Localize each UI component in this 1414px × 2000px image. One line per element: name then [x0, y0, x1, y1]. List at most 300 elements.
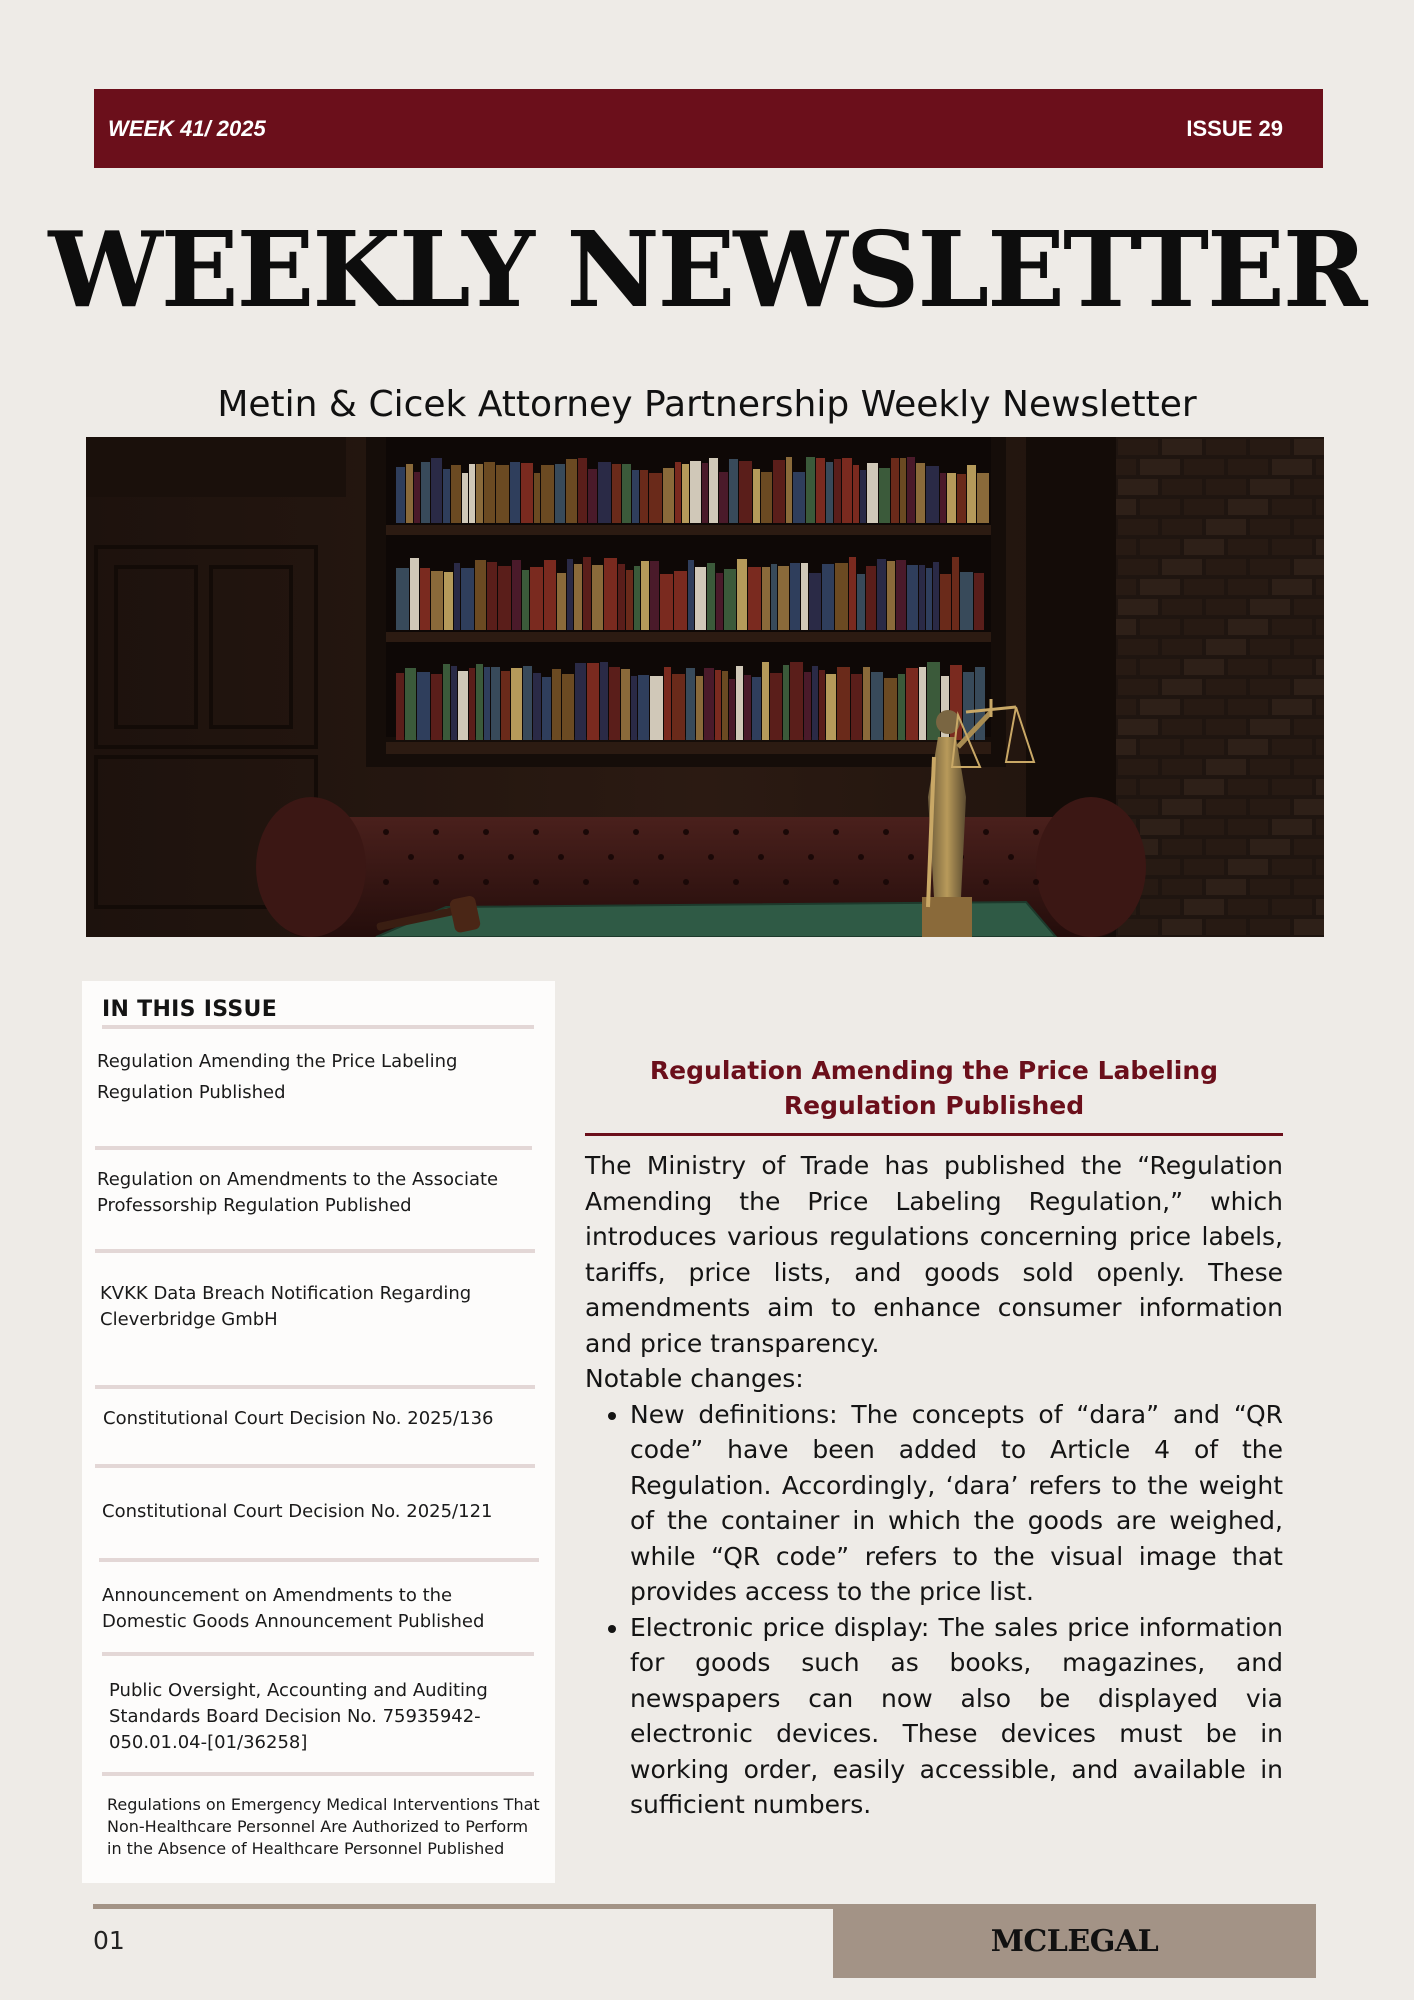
- in-this-issue-panel: [82, 981, 555, 1883]
- book-spine: [672, 674, 685, 740]
- brick: [1140, 499, 1180, 515]
- brick: [1206, 799, 1246, 815]
- brick: [1294, 479, 1324, 495]
- brick: [1162, 479, 1202, 495]
- book-spine: [773, 460, 785, 523]
- sofa-tuft: [408, 854, 414, 860]
- book-spine: [790, 662, 803, 740]
- hero-image: [86, 437, 1324, 937]
- brick: [1118, 559, 1158, 575]
- sofa-tuft: [733, 879, 739, 885]
- book-spine: [762, 567, 770, 630]
- brick: [1294, 719, 1324, 735]
- sofa-tuft: [683, 879, 689, 885]
- book-spine: [498, 566, 511, 630]
- brick: [1206, 599, 1246, 615]
- book-spine: [674, 571, 687, 630]
- sofa-tuft: [533, 829, 539, 835]
- brick: [1118, 679, 1158, 695]
- book-spine: [421, 462, 430, 523]
- book-spine: [819, 670, 825, 740]
- brick: [1294, 639, 1324, 655]
- book-spine: [771, 564, 777, 630]
- book-spine: [534, 473, 540, 523]
- book-spine: [587, 663, 599, 740]
- book-spine: [501, 671, 510, 740]
- book-spine: [715, 670, 721, 740]
- sofa-tuft: [683, 829, 689, 835]
- book-spine: [618, 564, 625, 630]
- sofa-tuft: [458, 854, 464, 860]
- brand-logo: MCLEGAL: [990, 1923, 1159, 1959]
- book-spine: [567, 559, 573, 630]
- brick: [1294, 559, 1324, 575]
- book-spine: [842, 458, 852, 523]
- brick: [1272, 619, 1312, 635]
- sofa-tuft: [483, 829, 489, 835]
- book-spine: [835, 563, 848, 630]
- book-spine: [793, 472, 805, 523]
- brick: [1228, 499, 1268, 515]
- sofa-tuft: [808, 854, 814, 860]
- book-spine: [533, 673, 541, 740]
- brick: [1140, 819, 1180, 835]
- toc-item[interactable]: Regulation on Amendments to the Associate Professorship Regulation Published: [97, 1169, 499, 1216]
- brick: [1228, 859, 1268, 875]
- article-intro: The Ministry of Trade has published the “Regulation Amending the Price Labeling Regulation,” which introduces various regulations concerning price labels, tariffs, price lists, and goods sold openly. These amendments aim to enhance consumer information and price transparency.: [585, 1151, 1283, 1358]
- book-spine: [688, 560, 694, 630]
- book-spine: [487, 562, 497, 630]
- toc-item[interactable]: Constitutional Court Decision No. 2025/136: [103, 1408, 494, 1429]
- brick: [1228, 819, 1268, 835]
- article-title: Regulation Amending the Price Labeling Regulation Published: [585, 1053, 1283, 1136]
- book-spine: [952, 557, 959, 630]
- book-spine: [410, 558, 419, 630]
- book-spine: [722, 671, 728, 740]
- toc-item[interactable]: Constitutional Court Decision No. 2025/121: [102, 1501, 493, 1522]
- book-spine: [762, 662, 769, 740]
- article-notable-heading: Notable changes:: [585, 1364, 804, 1393]
- book-spine: [557, 573, 566, 630]
- book-spine: [849, 557, 856, 630]
- book-spine: [752, 677, 761, 740]
- toc-item[interactable]: Announcement on Amendments to the Domestic Goods Announcement Published: [102, 1585, 485, 1632]
- sofa-tuft: [433, 879, 439, 885]
- bookshelf-icon: [366, 437, 1006, 767]
- brick: [1272, 539, 1312, 555]
- sofa-tuft: [558, 854, 564, 860]
- sofa-tuft: [733, 829, 739, 835]
- sofa-tuft: [783, 879, 789, 885]
- brick: [1228, 779, 1268, 795]
- book-spine: [739, 461, 752, 523]
- brick: [1162, 839, 1202, 855]
- book-spine: [634, 566, 640, 630]
- book-spine: [600, 662, 608, 740]
- book-spine: [420, 568, 430, 630]
- sofa-tuft: [508, 854, 514, 860]
- book-spine: [521, 463, 533, 523]
- brick: [1250, 879, 1290, 895]
- book-spine: [896, 560, 906, 630]
- toc-divider: [99, 1558, 539, 1562]
- brick: [1162, 919, 1202, 935]
- book-spine: [853, 465, 859, 523]
- book-spine: [744, 675, 751, 740]
- book-spine: [592, 565, 603, 630]
- brick: [1294, 759, 1324, 775]
- brick: [1250, 679, 1290, 695]
- book-spine: [622, 464, 631, 523]
- brick: [1162, 879, 1202, 895]
- brick: [1316, 459, 1324, 475]
- brick: [1294, 919, 1324, 935]
- brick: [1206, 639, 1246, 655]
- book-spine: [926, 568, 932, 630]
- sofa-tuft: [533, 879, 539, 885]
- book-spine: [801, 563, 808, 630]
- book-spine: [783, 665, 789, 740]
- brick: [1228, 619, 1268, 635]
- book-spine: [709, 458, 718, 523]
- brick: [1250, 519, 1290, 535]
- book-spine: [575, 663, 586, 740]
- toc-divider: [102, 1772, 534, 1776]
- brick: [1162, 599, 1202, 615]
- brick: [1316, 619, 1324, 635]
- book-spine: [879, 468, 890, 523]
- sofa-tuft: [383, 879, 389, 885]
- brick: [1228, 459, 1268, 475]
- brick: [1162, 799, 1202, 815]
- sofa-tuft: [583, 879, 589, 885]
- book-spine: [940, 473, 946, 523]
- book-spine: [574, 564, 582, 630]
- article-bullet: • New definitions: The concepts of “dara” and “QR code” have been added to Article 4 of the Regulation. Accordingly, ‘dara’ refers to the weight of the container in which the goods are weighed, while “QR code” refers to the visual image that provides access to the price list.: [630, 1397, 1283, 1610]
- brick: [1250, 439, 1290, 455]
- brick: [1140, 539, 1180, 555]
- book-spine: [837, 667, 850, 740]
- book-spine: [736, 666, 743, 740]
- sofa-tuft: [858, 854, 864, 860]
- brick: [1118, 439, 1158, 455]
- book-spine: [562, 674, 574, 740]
- book-spine: [609, 667, 620, 740]
- brick: [1140, 739, 1180, 755]
- book-spine: [458, 671, 468, 740]
- brick: [1272, 459, 1312, 475]
- brick: [1140, 779, 1180, 795]
- book-spine: [804, 672, 811, 740]
- brick: [1250, 639, 1290, 655]
- toc-item[interactable]: Regulation Amending the Price Labeling Regulation Published: [97, 1051, 458, 1103]
- book-spine: [851, 674, 862, 740]
- book-spine: [512, 560, 521, 630]
- brick: [1118, 479, 1158, 495]
- book-spine: [664, 667, 671, 740]
- brick: [1184, 659, 1224, 675]
- book-spine: [469, 668, 475, 740]
- brick: [1184, 459, 1224, 475]
- book-spine: [523, 666, 532, 740]
- page-number: 01: [93, 1926, 125, 1955]
- book-spine: [660, 574, 673, 630]
- newsletter-subtitle: Metin & Cicek Attorney Partnership Weekly Newsletter: [217, 384, 1197, 425]
- book-spine: [641, 561, 649, 630]
- brick: [1184, 779, 1224, 795]
- issue-label: ISSUE 29: [1186, 115, 1283, 141]
- brick: [1316, 859, 1324, 875]
- book-spine: [638, 675, 649, 740]
- article: [585, 1053, 1283, 1823]
- brick: [1272, 779, 1312, 795]
- book-spine: [716, 573, 723, 630]
- book-spine: [790, 563, 800, 630]
- book-spine: [631, 676, 637, 740]
- brick: [1316, 899, 1324, 915]
- book-spine: [957, 474, 966, 523]
- book-spine: [461, 568, 474, 630]
- book-spine: [530, 567, 543, 630]
- book-spine: [649, 473, 662, 523]
- book-spine: [719, 472, 728, 523]
- brick: [1294, 439, 1324, 455]
- brick: [1118, 639, 1158, 655]
- sofa-tuft: [833, 829, 839, 835]
- brick: [1272, 579, 1312, 595]
- brick: [1316, 739, 1324, 755]
- book-spine: [443, 664, 450, 740]
- book-spine: [406, 464, 413, 523]
- brick: [1118, 759, 1158, 775]
- book-spine: [650, 676, 663, 740]
- brick: [1184, 819, 1224, 835]
- book-spine: [541, 465, 554, 523]
- book-spine: [871, 672, 883, 740]
- book-spine: [826, 674, 836, 740]
- sofa-tuft: [633, 879, 639, 885]
- book-spine: [702, 463, 708, 523]
- brick: [1272, 739, 1312, 755]
- book-spine: [806, 457, 815, 523]
- book-spine: [511, 668, 522, 740]
- book-spine: [396, 673, 404, 740]
- toc-divider: [95, 1249, 535, 1253]
- sofa-tuft: [1033, 829, 1039, 835]
- brick: [1250, 759, 1290, 775]
- book-spine: [877, 559, 886, 630]
- sofa-tuft: [908, 854, 914, 860]
- brick: [1162, 759, 1202, 775]
- sofa-tuft: [883, 829, 889, 835]
- brick: [1206, 439, 1246, 455]
- book-spine: [451, 465, 461, 523]
- book-spine: [926, 466, 939, 523]
- book-spine: [866, 566, 876, 630]
- book-spine: [542, 677, 551, 740]
- book-spine: [696, 676, 703, 740]
- book-spine: [484, 462, 495, 523]
- book-spine: [947, 473, 956, 523]
- brick: [1184, 899, 1224, 915]
- brick: [1162, 679, 1202, 695]
- book-spine: [822, 564, 834, 630]
- book-spine: [462, 473, 468, 523]
- book-spine: [604, 558, 617, 630]
- sofa-tuft: [608, 854, 614, 860]
- book-spine: [444, 572, 453, 630]
- brick: [1184, 699, 1224, 715]
- book-spine: [396, 568, 409, 630]
- book-spine: [484, 667, 490, 740]
- book-spine: [475, 560, 486, 630]
- sofa-tuft: [383, 829, 389, 835]
- brick: [1272, 859, 1312, 875]
- book-spine: [707, 563, 715, 630]
- brick: [1316, 539, 1324, 555]
- brick: [1316, 499, 1324, 515]
- book-spine: [496, 465, 509, 523]
- book-spine: [863, 667, 870, 740]
- book-spine: [906, 668, 918, 740]
- toc-divider: [102, 1652, 534, 1656]
- brick: [1184, 619, 1224, 635]
- book-spine: [443, 469, 450, 523]
- book-spine: [454, 563, 460, 630]
- brick: [1316, 779, 1324, 795]
- book-spine: [834, 459, 841, 523]
- book-spine: [650, 561, 659, 630]
- book-spine: [907, 565, 918, 630]
- toc-divider: [95, 1385, 535, 1389]
- brick: [1294, 599, 1324, 615]
- brick: [1118, 719, 1158, 735]
- book-spine: [974, 573, 984, 630]
- sofa-tuft: [758, 854, 764, 860]
- brick: [1140, 579, 1180, 595]
- book-spine: [632, 470, 639, 523]
- brick: [1140, 699, 1180, 715]
- brick: [1184, 739, 1224, 755]
- book-spine: [967, 465, 976, 523]
- book-spine: [724, 569, 736, 630]
- sofa-tuft: [833, 879, 839, 885]
- book-spine: [933, 562, 939, 630]
- book-spine: [663, 468, 674, 523]
- brick: [1294, 839, 1324, 855]
- book-spine: [469, 464, 475, 523]
- brick: [1250, 479, 1290, 495]
- brick: [1184, 579, 1224, 595]
- toc-item[interactable]: KVKK Data Breach Notification Regarding Cleverbridge GmbH: [100, 1283, 472, 1330]
- article-bullet-list: [585, 1397, 1283, 1823]
- book-spine: [826, 462, 833, 523]
- brick: [1250, 599, 1290, 615]
- book-spine: [544, 560, 556, 630]
- brick: [1206, 479, 1246, 495]
- book-spine: [431, 674, 442, 740]
- brick: [1118, 599, 1158, 615]
- brick: [1140, 659, 1180, 675]
- brick: [1272, 659, 1312, 675]
- book-spine: [900, 458, 906, 523]
- brick: [1206, 759, 1246, 775]
- week-label: WEEK 41/ 2025: [108, 115, 266, 141]
- book-spine: [812, 666, 818, 740]
- sofa-tuft: [783, 829, 789, 835]
- brick: [1316, 699, 1324, 715]
- book-spine: [675, 462, 681, 523]
- brick: [1316, 819, 1324, 835]
- book-spine: [786, 457, 792, 523]
- brick: [1228, 739, 1268, 755]
- brick: [1184, 859, 1224, 875]
- book-spine: [737, 559, 747, 630]
- brick: [1206, 719, 1246, 735]
- book-spine: [396, 467, 405, 523]
- sofa-tuft: [983, 879, 989, 885]
- book-spine: [919, 565, 925, 630]
- brick: [1162, 639, 1202, 655]
- book-spine: [916, 463, 925, 523]
- brick: [1316, 659, 1324, 675]
- brick: [1206, 839, 1246, 855]
- book-spine: [552, 669, 561, 740]
- brick: [1228, 659, 1268, 675]
- toc-item[interactable]: Public Oversight, Accounting and Auditing Standards Board Decision No. 75935942-050.01.04-[01/36258]: [109, 1680, 488, 1753]
- toc-divider: [95, 1464, 535, 1468]
- book-spine: [626, 570, 633, 630]
- book-spine: [884, 678, 897, 740]
- book-spine: [729, 459, 738, 523]
- book-spine: [729, 679, 735, 740]
- brand-footer: [833, 1904, 1316, 1978]
- toc-heading: IN THIS ISSUE: [102, 997, 278, 1022]
- brick: [1118, 519, 1158, 535]
- brick: [1250, 839, 1290, 855]
- brick: [1206, 519, 1246, 535]
- brick: [1228, 899, 1268, 915]
- sofa-tuft: [583, 829, 589, 835]
- brick: [1272, 699, 1312, 715]
- book-spine: [761, 472, 772, 523]
- brick: [1294, 799, 1324, 815]
- toc-item[interactable]: Regulations on Emergency Medical Interventions That Non-Healthcare Personnel Are Authorized to Perform in the Absence of Healthcare Personnel Published: [107, 1795, 540, 1858]
- book-spine: [451, 666, 457, 740]
- book-spine: [778, 566, 789, 630]
- sofa-tuft: [483, 879, 489, 885]
- book-spine: [476, 664, 483, 740]
- book-spine: [491, 667, 500, 740]
- brick: [1294, 679, 1324, 695]
- sofa-tuft: [1033, 879, 1039, 885]
- brick: [1272, 499, 1312, 515]
- book-spine: [578, 458, 587, 523]
- brick: [1272, 899, 1312, 915]
- brick: [1206, 879, 1246, 895]
- book-spine: [770, 673, 782, 740]
- book-spine: [919, 667, 926, 740]
- book-spine: [621, 669, 630, 740]
- brick: [1250, 799, 1290, 815]
- brick: [1184, 499, 1224, 515]
- book-spine: [598, 462, 611, 523]
- brick: [1228, 579, 1268, 595]
- brick: [1228, 699, 1268, 715]
- sofa-tuft: [1008, 854, 1014, 860]
- book-spine: [612, 464, 621, 523]
- brick: [1140, 619, 1180, 635]
